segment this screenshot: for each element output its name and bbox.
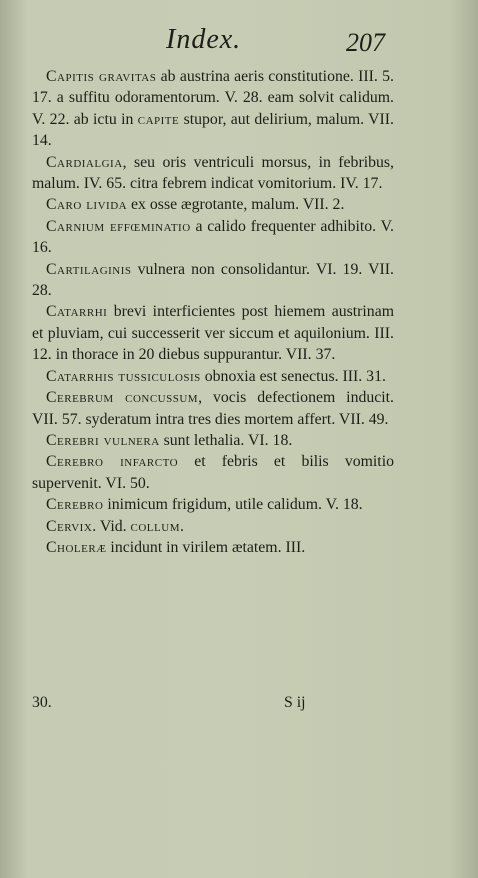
entry-heading: Cerebro infarcto — [46, 453, 179, 471]
running-title: Index. — [166, 24, 242, 55]
index-entry — [32, 537, 394, 558]
page-number: 207 — [346, 28, 385, 57]
signature-mark: S ij — [284, 694, 306, 711]
entry-heading: Cerebro — [46, 496, 104, 514]
entry-heading: Cardialgia — [46, 153, 123, 171]
entry-heading: Carnium effœminatio — [46, 217, 191, 235]
entry-heading: Cartilaginis — [46, 260, 132, 278]
entry-text: vulnera non consolidantur. VI. 19. VII. 28. — [32, 260, 394, 300]
entry-text: a calido frequenter adhibito. V. 16. — [32, 217, 394, 257]
index-entry — [32, 216, 394, 259]
entry-text: brevi interficientes post hiemem austrinam et pluviam, cui successerit ver siccum et aquilonium. III. 12. in thorace in 20 diebus suppurantur. VII. 37. — [32, 303, 394, 364]
index-entry — [32, 366, 394, 387]
index-entry — [32, 194, 394, 215]
entry-text: incidunt in virilem ætatem. III. — [106, 538, 306, 556]
entry-text: inimicum frigidum, utile calidum. V. 18. — [103, 496, 363, 514]
entry-text: ab austrina aeris constitutione. III. 5. 17. a suffitu odoramentorum. V. 28. eam solvit calidum. V. 22. ab ictu in — [32, 68, 394, 128]
index-entry — [32, 152, 394, 195]
index-entry — [32, 301, 394, 365]
entry-heading: Cerebrum concussum — [46, 389, 199, 407]
entry-heading: Choleræ — [46, 538, 107, 556]
index-entries — [32, 66, 394, 558]
entry-heading: Catarrhis tussiculosis — [46, 367, 201, 385]
index-entry — [32, 516, 394, 537]
entry-text: et febris et bilis vomitio supervenit. VI. 50. — [32, 453, 394, 492]
entry-text: , seu oris ventriculi morsus, in febribus, malum. IV. 65. citra febrem indicat vomitorium. IV. 17. — [32, 153, 394, 193]
entry-text: , vocis defectionem inducit. VII. 57. syderatum intra tres dies mortem affert. VII. 49. — [32, 389, 395, 428]
catchword: 30. — [32, 694, 52, 711]
entry-text: sunt lethalia. VI. 18. — [159, 431, 293, 449]
index-entry — [32, 494, 394, 515]
entry-heading: Capitis gravitas — [46, 68, 157, 85]
entry-heading: Cerebri vulnera — [46, 431, 160, 449]
entry-text: ex osse ægrotante, malum. VII. 2. — [127, 196, 345, 214]
index-entry — [32, 430, 394, 451]
entry-text: obnoxia est senectus. III. 31. — [200, 367, 386, 385]
page-header — [0, 24, 478, 64]
index-entry — [32, 387, 394, 430]
page-footer — [32, 694, 394, 718]
entry-heading: capite — [137, 110, 180, 128]
index-entry — [32, 259, 394, 302]
entry-text: . Vid. — [92, 517, 131, 535]
index-entry — [32, 66, 394, 152]
entry-heading: Catarrhi — [46, 303, 108, 321]
entry-text: . — [179, 517, 184, 535]
entry-heading: Cervix — [46, 517, 93, 535]
index-entry — [32, 451, 394, 494]
entry-heading: collum — [130, 517, 180, 535]
entry-heading: Caro livida — [46, 196, 128, 214]
entry-text: stupor, aut delirium, malum. VII. 14. — [32, 110, 394, 150]
